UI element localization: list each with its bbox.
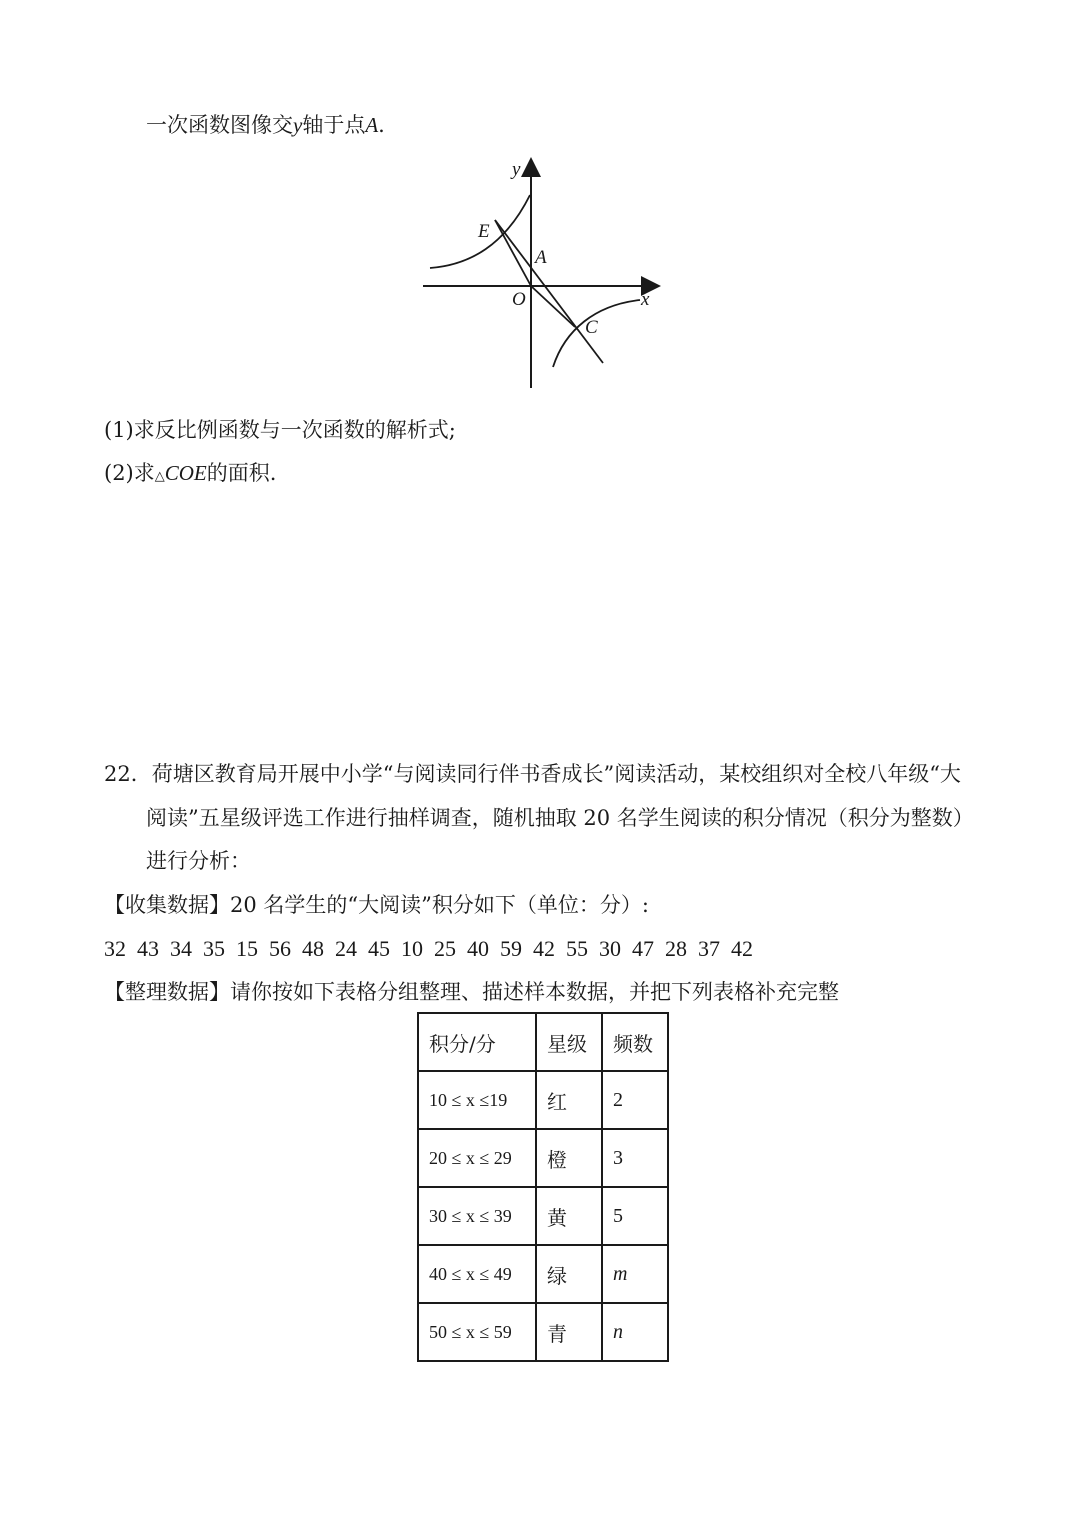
cell-star: 绿 <box>536 1245 602 1303</box>
cell-range: 50 ≤ x ≤ 59 <box>418 1303 536 1361</box>
cell-range: 40 ≤ x ≤ 49 <box>418 1245 536 1303</box>
q22-line1: 22．荷塘区教育局开展中小学“与阅读同行伴书香成长”阅读活动，某校组织对全校八年级“大 <box>104 762 961 786</box>
header-frequency: 频数 <box>602 1013 668 1071</box>
cell-star: 橙 <box>536 1129 602 1187</box>
cell-range: 10 ≤ x ≤19 <box>418 1071 536 1129</box>
q21-part2-prefix: (2)求 <box>104 461 155 485</box>
header-score: 积分/分 <box>418 1013 536 1071</box>
cell-count: 5 <box>602 1187 668 1245</box>
organize-data-heading: 【整理数据】请你按如下表格分组整理、描述样本数据，并把下列表格补充完整 <box>104 980 839 1004</box>
q21-part2-suffix: 的面积. <box>206 461 277 485</box>
cell-count: n <box>602 1303 668 1361</box>
table-row <box>418 1245 668 1303</box>
triangle-symbol: △ <box>154 469 165 484</box>
q22-line3: 进行分析： <box>146 849 251 873</box>
graph-svg <box>415 155 665 395</box>
label-c: C <box>585 317 598 338</box>
table-row <box>418 1071 668 1129</box>
cell-count: m <box>602 1245 668 1303</box>
header-star: 星级 <box>536 1013 602 1071</box>
table-row <box>418 1303 668 1361</box>
intro-text-2: 轴于点 <box>302 113 366 137</box>
segment-oc <box>531 286 575 327</box>
q21-part2 <box>104 461 276 486</box>
q22-line2: 阅读”五星级评选工作进行抽样调查，随机抽取 20 名学生阅读的积分情况（积分为整数） <box>146 806 974 830</box>
intro-var-y: y <box>293 113 303 137</box>
data-numbers: 32 43 34 35 15 56 48 24 45 10 25 40 59 42 55 30 47 28 37 42 <box>104 936 753 961</box>
table-row <box>418 1187 668 1245</box>
intro-point-a: A <box>365 113 379 137</box>
cell-star: 红 <box>536 1071 602 1129</box>
cell-star: 黄 <box>536 1187 602 1245</box>
function-graph-figure <box>415 155 665 395</box>
cell-range: 30 ≤ x ≤ 39 <box>418 1187 536 1245</box>
label-y: y <box>512 159 521 180</box>
label-o: O <box>512 289 526 310</box>
intro-end: . <box>378 113 385 137</box>
cell-count: 3 <box>602 1129 668 1187</box>
q21-part2-var: COE <box>164 461 207 485</box>
frequency-table <box>417 1012 669 1362</box>
table-header-row <box>418 1013 668 1071</box>
q21-part1: (1)求反比例函数与一次函数的解析式; <box>104 418 456 442</box>
segment-oe <box>495 220 531 286</box>
table-row <box>418 1129 668 1187</box>
collect-data-heading: 【收集数据】20 名学生的“大阅读”积分如下（单位：分）: <box>104 893 649 917</box>
label-x: x <box>641 289 650 310</box>
label-e: E <box>478 221 490 242</box>
cell-count: 2 <box>602 1071 668 1129</box>
label-a: A <box>535 247 547 268</box>
intro-text-1: 一次函数图像交 <box>146 113 293 137</box>
cell-range: 20 ≤ x ≤ 29 <box>418 1129 536 1187</box>
cell-star: 青 <box>536 1303 602 1361</box>
intro-line <box>146 113 385 138</box>
